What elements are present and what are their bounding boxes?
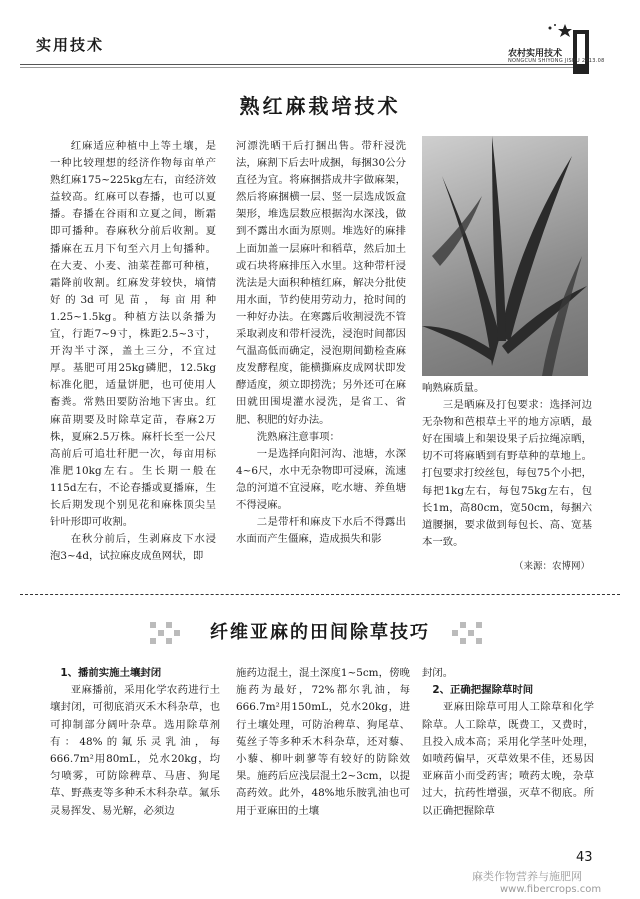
section-tag: 实用技术 (36, 36, 105, 54)
subheading: 1、播前实施土壤封闭 (60, 667, 162, 679)
paragraph: 河漂洗晒干后打捆出售。带秆浸洗法，麻割下后去叶成捆，每捆30公分直径为宜。将麻捆搭成井字做麻架，然后将麻捆横一层、竖一层选成饭盒架形，堆选层数应根据沟水深浅，做到不露出水面为原则。堆选好的麻排上面加盖一层麻叶和稻草，然后加土或石块将麻排压入水里。这种带杆浸洗法是大面积种植红麻，解决分批使用水面，节约使用劳动力，抢时间的一种好办法。在寒露后收割浸洗不管采取剥皮和带杆浸洗，浸泡时间都因气温高低而确定，浸泡期间勤检查麻皮发酵程度，能横撕麻皮成网状即发酵适度，须立即捞洗；另外还可在麻田就田围堤灌水浸洗，是省工、省肥、积肥的好办法。 (236, 140, 406, 426)
article-source: （来源：农博网） (513, 561, 590, 572)
subheading: 2、正确把握除草时间 (432, 684, 534, 697)
watermark-url: www.fibercrops.com (500, 884, 602, 895)
header-rule (20, 64, 580, 65)
article2-column-3 (422, 665, 594, 820)
paragraph: 二是带杆和麻皮下水后不得露出水面而产生僵麻，造成损失和影 (236, 516, 406, 546)
article1-column-2 (236, 138, 406, 548)
article1-column-3 (422, 380, 592, 551)
paragraph: 亚麻田除草可用人工除草和化学除草。人工除草，既费工，又费时，且投入成本高；采用化学茎叶处理，如喷药偏早，灭草效果不佳，还易因亚麻苗小而受药害；喷药太晚，杂草过大，抗药性增强，灭草不彻底。所以正确把握除草 (422, 701, 594, 817)
paragraph: 红麻适应种植中上等土壤，是一种比较理想的经济作物每亩单产熟红麻175~225kg左右，亩经济效益较高。红麻可以春播，也可以夏播。春播在谷雨和立夏之间，断霜即可播种。春麻秋分前后收割。夏播麻在五月下旬至六月上旬播种。在大麦、小麦、油菜茬都可种植，霜降前收割。红麻发芽较快，墒情好的3d可见苗，每亩用种1.25~1.5kg。种植方法以条播为宜，行距7~9寸，株距2.5~3寸，开沟半寸深，盖土三分，不宜过厚。基肥可用25kg磷肥，12.5kg标准化肥，适量饼肥，也可使用人畜粪。常熟田要防治地下害虫。红麻苗期要及时除草定苗，春麻2万株，夏麻2.5万株。麻杆长至一公尺高前后可追壮秆肥一次，每亩用标准肥10kg左右。生长期一般在115d左右，不论春播或夏播麻，生长后期发现个别见花和麻株顶尖呈针叶形即可收割。 (50, 140, 216, 529)
header-rule-secondary (20, 67, 580, 68)
paragraph: 施药边混土，混土深度1~5cm，傍晚施药为最好，72%都尔乳油，每666.7m²用150mL，兑水20kg，进行土壤处理，可防治稗草、狗尾草、菟丝子等多种禾木科杂草，还对藜、小藜、柳叶刺蓼等有较好的防除效果。施药后应浅层混土2~3cm，以提高药效。此外，48%地乐胺乳油也可用于亚麻田的土壤 (236, 667, 410, 817)
paragraph: 三是晒麻及打包要求：选择河边无杂物和芭根草土平的地方凉晒，最好在围墙上和架设果子后拉绳凉晒，切不可将麻晒到有野草种的草地上。打包要求打绞丝包，每包75个小把，每把1kg左右，每包75kg左右，包长1m，高80cm，宽50cm，每捆六道腰捆，要求做到每包长、高、宽基本一致。 (422, 399, 592, 548)
paragraph: 响熟麻质量。 (422, 382, 485, 394)
paragraph: 一是选择向阳河沟、池塘，水深4~6尺，水中无杂物即可浸麻，流速急的河道不宜浸麻，吃水塘、养鱼塘不得浸麻。 (236, 447, 406, 511)
paragraph: 亚麻播前，采用化学农药进行土壤封闭，可彻底消灭禾木科杂草，也可抑制部分阔叶杂草。选用除草剂有：48%的氟乐灵乳油，每666.7m²用80mL，兑水20kg，均匀喷雾，可防除稗草、马唐、狗尾草、野燕麦等多种禾木科杂草。氟乐灵易挥发、易光解，必须边 (50, 684, 220, 817)
article1-column-1 (50, 138, 216, 565)
article2-column-2 (236, 665, 410, 820)
article-title: 熟红麻栽培技术 (239, 94, 401, 118)
decorative-dots-right (448, 618, 482, 648)
article-title: 纤维亚麻的田间除草技巧 (210, 622, 430, 643)
article2-column-1 (50, 665, 220, 820)
star-icon (558, 24, 572, 37)
hemp-leaf-photo (422, 136, 588, 376)
page-number: 43 (576, 850, 593, 865)
paragraph: 封闭。 (422, 667, 454, 679)
article-divider (20, 594, 620, 595)
magazine-name: 农村实用技术 (508, 49, 563, 59)
paragraph: 在秋分前后，生剥麻皮下水浸泡3~4d，试拉麻皮成鱼网状，即 (50, 533, 216, 563)
paragraph: 洗熟麻注意事项： (256, 430, 340, 443)
watermark-text: 麻类作物营养与施肥网 (472, 870, 582, 883)
magazine-subtitle: NONGCUN SHIYONG JISHU 2013.08 (508, 58, 605, 64)
